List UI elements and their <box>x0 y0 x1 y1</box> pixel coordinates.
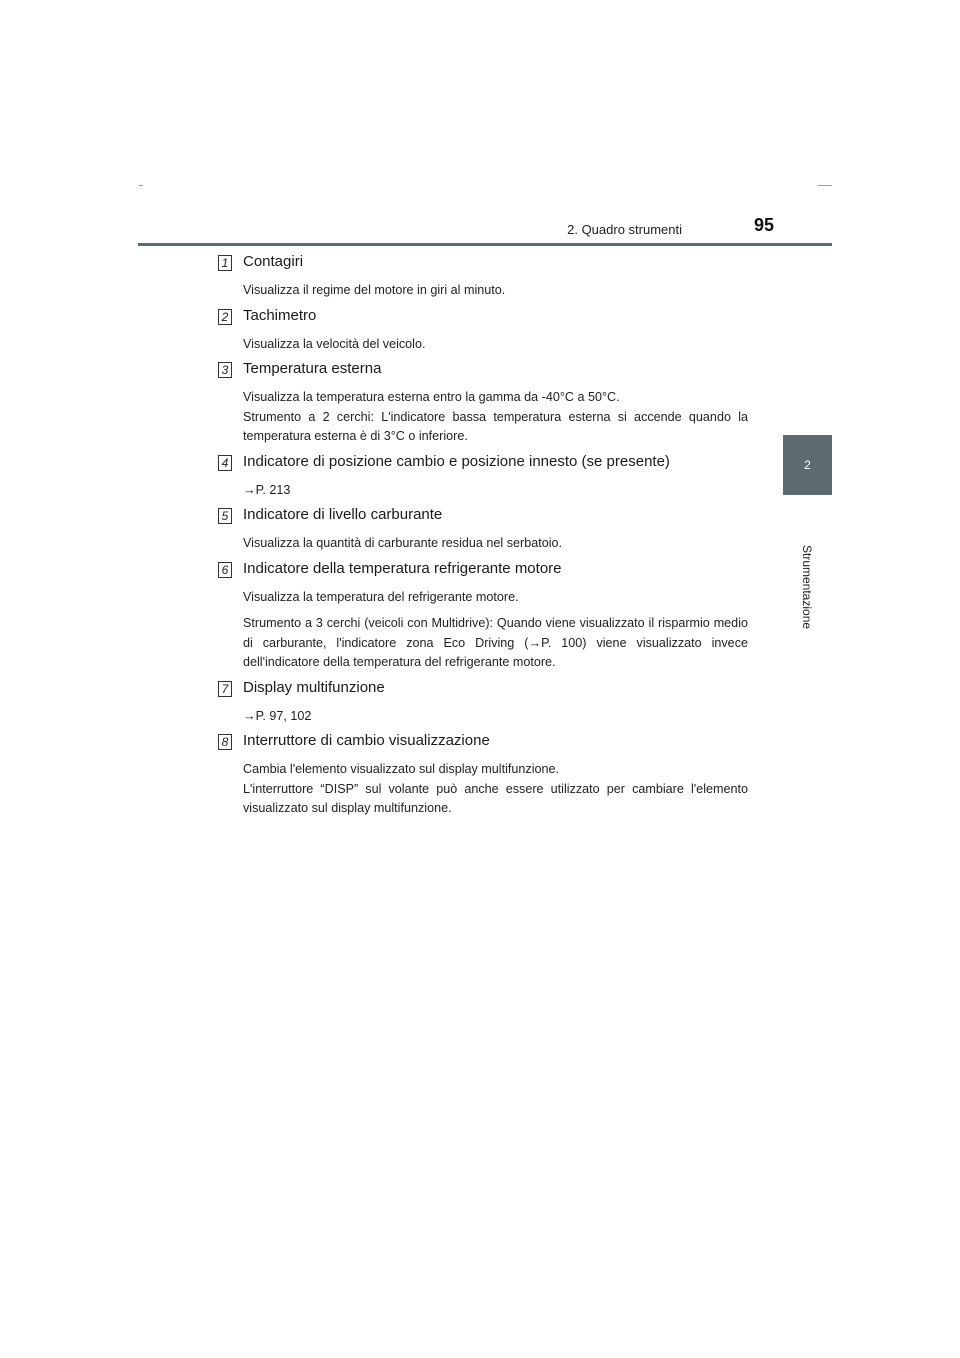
item-number-badge: 2 <box>218 309 232 325</box>
section-title: 2. Quadro strumenti <box>567 222 682 237</box>
chapter-tab <box>783 435 832 495</box>
item-heading <box>218 253 748 276</box>
item-title: Display multifunzione <box>243 678 385 696</box>
page-header <box>138 212 832 246</box>
list-item <box>218 679 748 733</box>
list-item <box>218 506 748 560</box>
item-number-badge: 1 <box>218 255 232 271</box>
item-heading <box>218 732 748 755</box>
item-description: Cambia l'elemento visualizzato sul display multifunzione. <box>243 762 559 776</box>
item-list <box>218 253 748 825</box>
item-heading <box>218 360 748 383</box>
item-title: Indicatore di posizione cambio e posizione innesto (se presente) <box>243 452 670 470</box>
item-number-badge: 8 <box>218 734 232 750</box>
item-description: Visualizza la temperatura del refrigerante motore. <box>243 589 519 604</box>
list-item <box>218 307 748 361</box>
item-number-badge: 6 <box>218 562 232 578</box>
item-description: Visualizza la temperatura esterna entro la gamma da -40°C a 50°C. <box>243 390 620 404</box>
item-description: L'interruttore “DISP” sul volante può anche essere utilizzato per cambiare l'elemento visualizzato sul display multifunzione. <box>243 781 748 815</box>
item-title: Indicatore della temperatura refrigerante motore <box>243 559 562 577</box>
crop-mark-left <box>139 185 143 186</box>
header-rule <box>138 243 832 246</box>
page-number: 95 <box>753 215 774 235</box>
item-description: →P. 97, 102 <box>243 708 312 723</box>
item-title: Interruttore di cambio visualizzazione <box>243 732 490 749</box>
item-number-badge: 3 <box>218 362 232 378</box>
crop-mark-right <box>818 185 832 186</box>
list-item <box>218 453 748 507</box>
item-title: Temperatura esterna <box>243 360 382 377</box>
item-heading <box>218 560 748 583</box>
item-description: →P. 213 <box>243 482 291 497</box>
item-title: Contagiri <box>243 253 304 270</box>
item-heading <box>218 679 748 702</box>
list-item <box>218 360 748 453</box>
item-heading <box>218 506 748 529</box>
item-description: Strumento a 3 cerchi (veicoli con Multidrive): Quando viene visualizzato il risparmio medio di carburante, l'indicatore zona Eco Driving (→P. 100) viene visualizzato invece dell'indicatore della temperatura del refrigerante motore. <box>243 616 748 669</box>
item-description: Strumento a 2 cerchi: L'indicatore bassa temperatura esterna si accende quando la temperatura esterna è di 3°C o inferiore. <box>243 409 748 443</box>
item-number-badge: 7 <box>218 681 232 697</box>
list-item <box>218 732 748 825</box>
item-description: Visualizza il regime del motore in giri al minuto. <box>243 283 506 297</box>
item-description: Visualizza la velocità del veicolo. <box>243 336 426 351</box>
chapter-number: 2 <box>804 458 811 472</box>
item-title: Indicatore di livello carburante <box>243 506 443 523</box>
item-heading <box>218 307 748 330</box>
item-heading <box>218 453 748 476</box>
chapter-label: Strumentazione <box>800 545 814 630</box>
list-item <box>218 253 748 307</box>
item-description: Visualizza la quantità di carburante residua nel serbatoio. <box>243 536 563 550</box>
item-title: Tachimetro <box>243 306 317 324</box>
list-item <box>218 560 748 679</box>
item-number-badge: 5 <box>218 508 232 524</box>
item-number-badge: 4 <box>218 455 232 471</box>
